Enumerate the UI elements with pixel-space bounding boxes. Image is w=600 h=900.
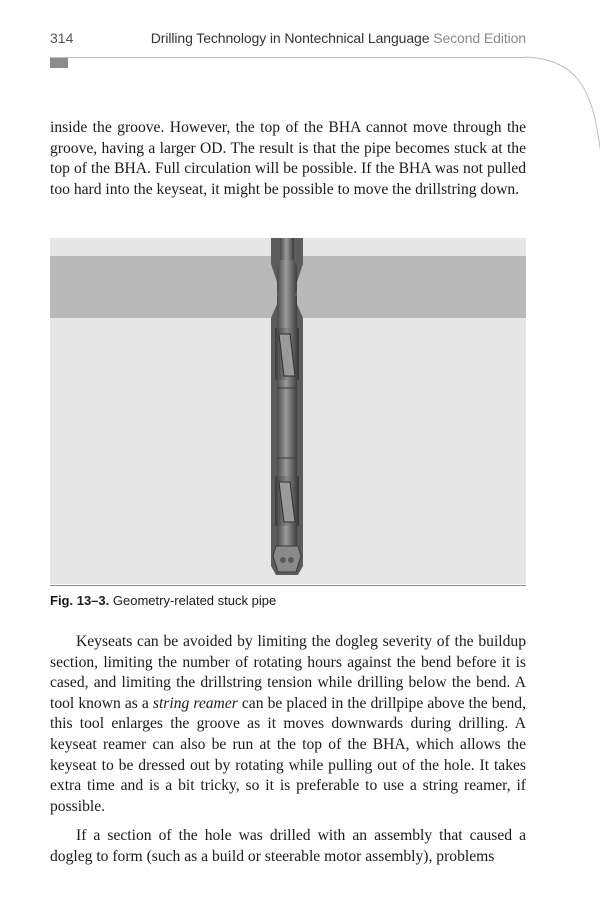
header-marker	[50, 58, 68, 68]
paragraph-3: If a section of the hole was drilled with an assembly that caused a dogleg to form (such as a build or steerable motor assembly), problems	[50, 827, 526, 865]
figure-rule	[50, 585, 526, 586]
drill-bit	[273, 546, 301, 572]
paragraph-2	[50, 632, 526, 817]
book-title: Drilling Technology in Nontechnical Language	[150, 30, 430, 46]
running-head	[151, 30, 526, 46]
header-rule	[50, 57, 526, 58]
bit-cutter	[280, 557, 286, 563]
figure-stuck-pipe	[50, 238, 526, 584]
term-string-reamer: string reamer	[152, 694, 238, 712]
collar-upper	[277, 296, 297, 328]
figure-caption-text: Geometry-related stuck pipe	[112, 593, 277, 608]
figure-caption	[50, 593, 276, 608]
collar-middle	[277, 380, 297, 476]
collar-lower	[277, 526, 297, 546]
paragraph-2-before: Keyseats can be avoided by limiting the dogleg severity of the buildup section, limiting the number of rotating hours against the bend before it is cased, and limiting the drillstring tension while drilling below the bend. A tool known as a	[50, 633, 526, 712]
paragraph-1: inside the groove. However, the top of the BHA cannot move through the groove, having a larger OD. The result is that the pipe becomes stuck at the top of the BHA. Full circulation will be possible. If the BHA was not pulled too hard into the keyseat, it might be possible to move the drillstring down.	[50, 119, 526, 198]
tool-joint	[277, 260, 297, 296]
bit-cutter	[288, 557, 294, 563]
paragraph-2-after: can be placed in the drillpipe above the bend, this tool enlarges the groove as it moves downwards during drilling. A keyseat reamer can also be run at the top of the BHA, which allows the keyseat to be dressed out by rotating while pulling out of the hole. It takes extra time and is a bit tricky, so it is preferable to use a string reamer, if possible.	[50, 694, 526, 815]
book-edition: Second Edition	[433, 30, 526, 46]
page-number: 314	[50, 30, 74, 46]
figure-label: Fig. 13–3.	[50, 593, 110, 608]
page-header	[50, 30, 526, 50]
